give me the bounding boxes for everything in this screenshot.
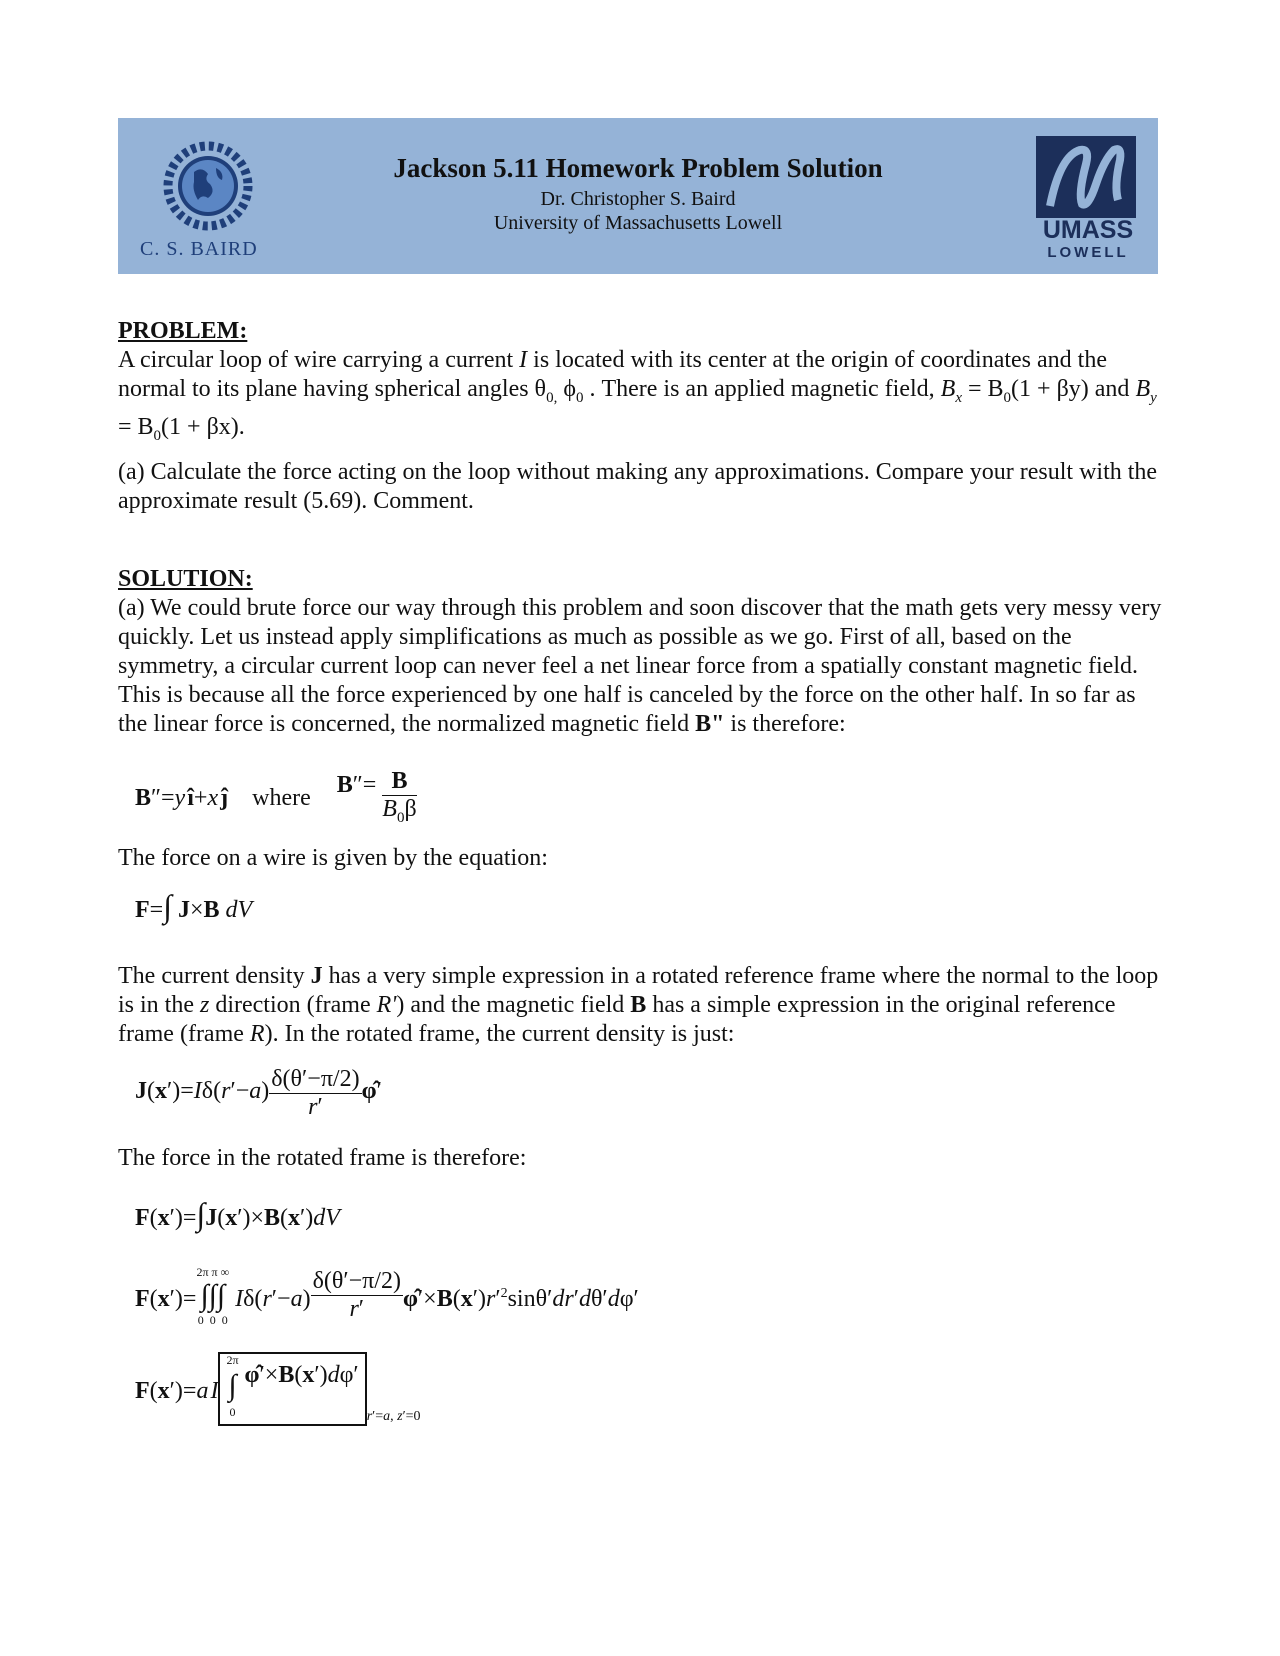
- problem-statement: A circular loop of wire carrying a current I is located with its center at the origin of coordinates and the normal to its plane having spherical angles $\theta_{0,}$ $\phi_0$ . There is an applied magnetic field, $B_x = B_0(1 + \beta y)$ and $B_y = B_0(1 + \beta x)$.: [118, 347, 1157, 444]
- lowell-wordmark: LOWELL: [1047, 244, 1129, 261]
- equation-loop-integral: F(x′)=a I 2π ∫ 0 $\varphî'\times B(x')d\varphi'_{r'=a, z'=0}$: [135, 1353, 421, 1424]
- solution-paragraph-2: The force on a wire is given by the equation:: [118, 845, 548, 871]
- header-banner: [118, 118, 1158, 274]
- umass-wordmark: UMASS: [1042, 216, 1134, 244]
- umass-logo-icon: [1036, 136, 1136, 218]
- equation-where-text: where: [252, 784, 311, 811]
- solution-paragraph-4: The force in the rotated frame is therefore:: [118, 1145, 527, 1171]
- equation-triple-integral: F(x′)= 2π π ∞ ∫∫∫ 0 0 0 Iδ(r′−a) $\frac{\delta(\theta'-\pi/2)}{r'}$ $\varphî'\times B(x')r'^2\sin\theta'dr'd\theta'd\varphi'$: [135, 1265, 639, 1327]
- solution-heading: SOLUTION:: [118, 566, 253, 592]
- institution-name: University of Massachusetts Lowell: [493, 212, 783, 234]
- problem-heading: PROBLEM:: [118, 318, 248, 344]
- equation-current-density: J(x′)=Iδ(r′−a) $\frac{\delta(\theta'-\pi/2)}{r'}$ φ̂′: [135, 1066, 382, 1120]
- solution-paragraph-1: (a) We could brute force our way through this problem and soon discover that the math gets very messy very quickly. Let us instead apply simplifications as much as possible as we go. First of all, based on the symmetry, a circular current loop can never feel a net linear force from a spatially constant magnetic field. This is because all the force experienced by one half is canceled by the force on the other half. In so far as the linear force is concerned, the normalized magnetic field B" is therefore:: [118, 595, 1162, 737]
- equation-normalized-field: B″=y î+x ĵ where B″= $\frac{B}{B_0\beta}$: [135, 768, 417, 826]
- problem-part-a: (a) Calculate the force acting on the loop without making any approximations. Compare your result with the approximate result (5.69). Comment.: [118, 459, 1158, 514]
- page-title: Jackson 5.11 Homework Problem Solution: [393, 153, 883, 183]
- author-name: Dr. Christopher S. Baird: [540, 188, 736, 210]
- solution-paragraph-3: The current density J has a very simple expression in a rotated reference frame where the normal to the loop is in the z direction (frame R') and the magnetic field B has a simple expression in the original reference frame (frame R). In the rotated frame, the current density is just:: [118, 963, 1159, 1047]
- seal-caption: C. S. BAIRD: [140, 238, 258, 260]
- equation-force-rotated: F(x′)=∫J(x′)×B(x′)dV: [135, 1196, 340, 1232]
- equation-force-integral: F=∫ J×B dV: [135, 888, 253, 924]
